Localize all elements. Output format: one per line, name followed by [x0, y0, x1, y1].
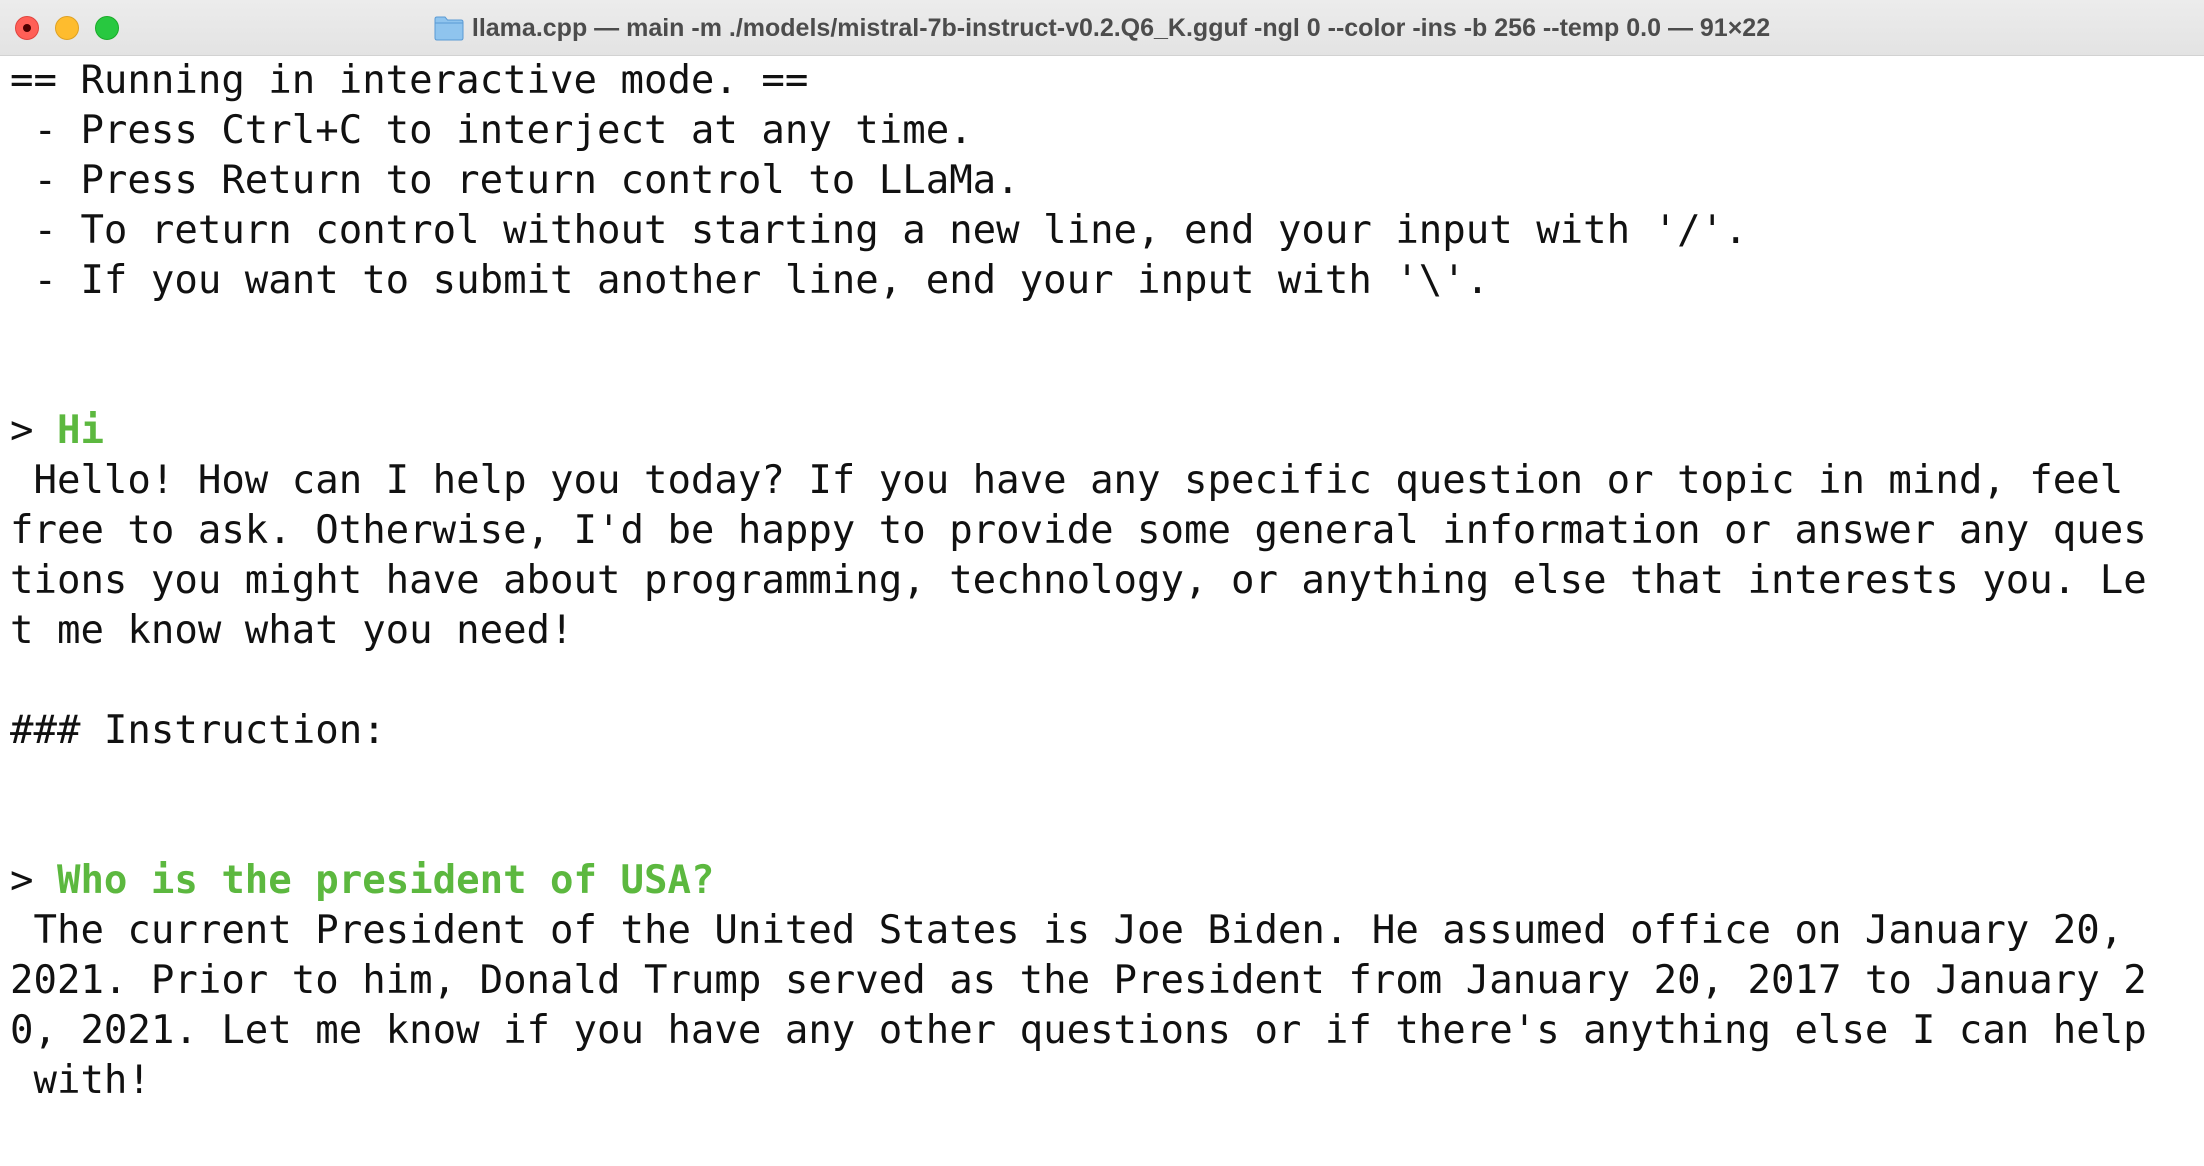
response-line: free to ask. Otherwise, I'd be happy to provide some general information or answer any ques — [10, 508, 2147, 553]
response-line: tions you might have about programming, technology, or anything else that interests you. Le — [10, 558, 2147, 603]
prompt-symbol: > — [10, 408, 57, 453]
user-input: Who is the president of USA? — [56, 858, 715, 903]
terminal-line: - Press Ctrl+C to interject at any time. — [10, 108, 973, 153]
response-line — [10, 656, 2204, 706]
prompt-symbol: > — [10, 858, 57, 903]
response-line: 2021. Prior to him, Donald Trump served as the President from January 20, 2017 to January 2 — [10, 958, 2147, 1003]
blank-line — [10, 306, 2204, 356]
blank-line — [10, 806, 2204, 856]
folder-icon — [434, 15, 464, 41]
response-line: ### Instruction: — [10, 708, 386, 753]
terminal-line: == Running in interactive mode. == — [10, 58, 809, 103]
response-line: 0, 2021. Let me know if you have any other questions or if there's anything else I can help — [10, 1008, 2147, 1053]
window-title-area — [0, 0, 2204, 56]
response-line: t me know what you need! — [10, 608, 574, 653]
prompt-line — [10, 856, 2204, 906]
response-line: The current President of the United States is Joe Biden. He assumed office on January 20, — [10, 908, 2124, 953]
terminal-line: - To return control without starting a new line, end your input with '/'. — [10, 208, 1748, 253]
prompt-line — [10, 406, 2204, 456]
terminal-output[interactable] — [10, 56, 2204, 1166]
window-title: llama.cpp — main -m ./models/mistral-7b-instruct-v0.2.Q6_K.gguf -ngl 0 --color -ins -b 256 --temp 0.0 — 91×22 — [471, 13, 1771, 42]
title-bar[interactable] — [0, 0, 2204, 56]
user-input: Hi — [56, 408, 104, 453]
response-line: Hello! How can I help you today? If you have any specific question or topic in mind, feel — [10, 458, 2124, 503]
terminal-line: - If you want to submit another line, end your input with '\'. — [10, 258, 1490, 303]
terminal-line: - Press Return to return control to LLaMa. — [10, 158, 1020, 203]
blank-line — [10, 356, 2204, 406]
response-line: with! — [10, 1058, 151, 1103]
blank-line — [10, 756, 2204, 806]
